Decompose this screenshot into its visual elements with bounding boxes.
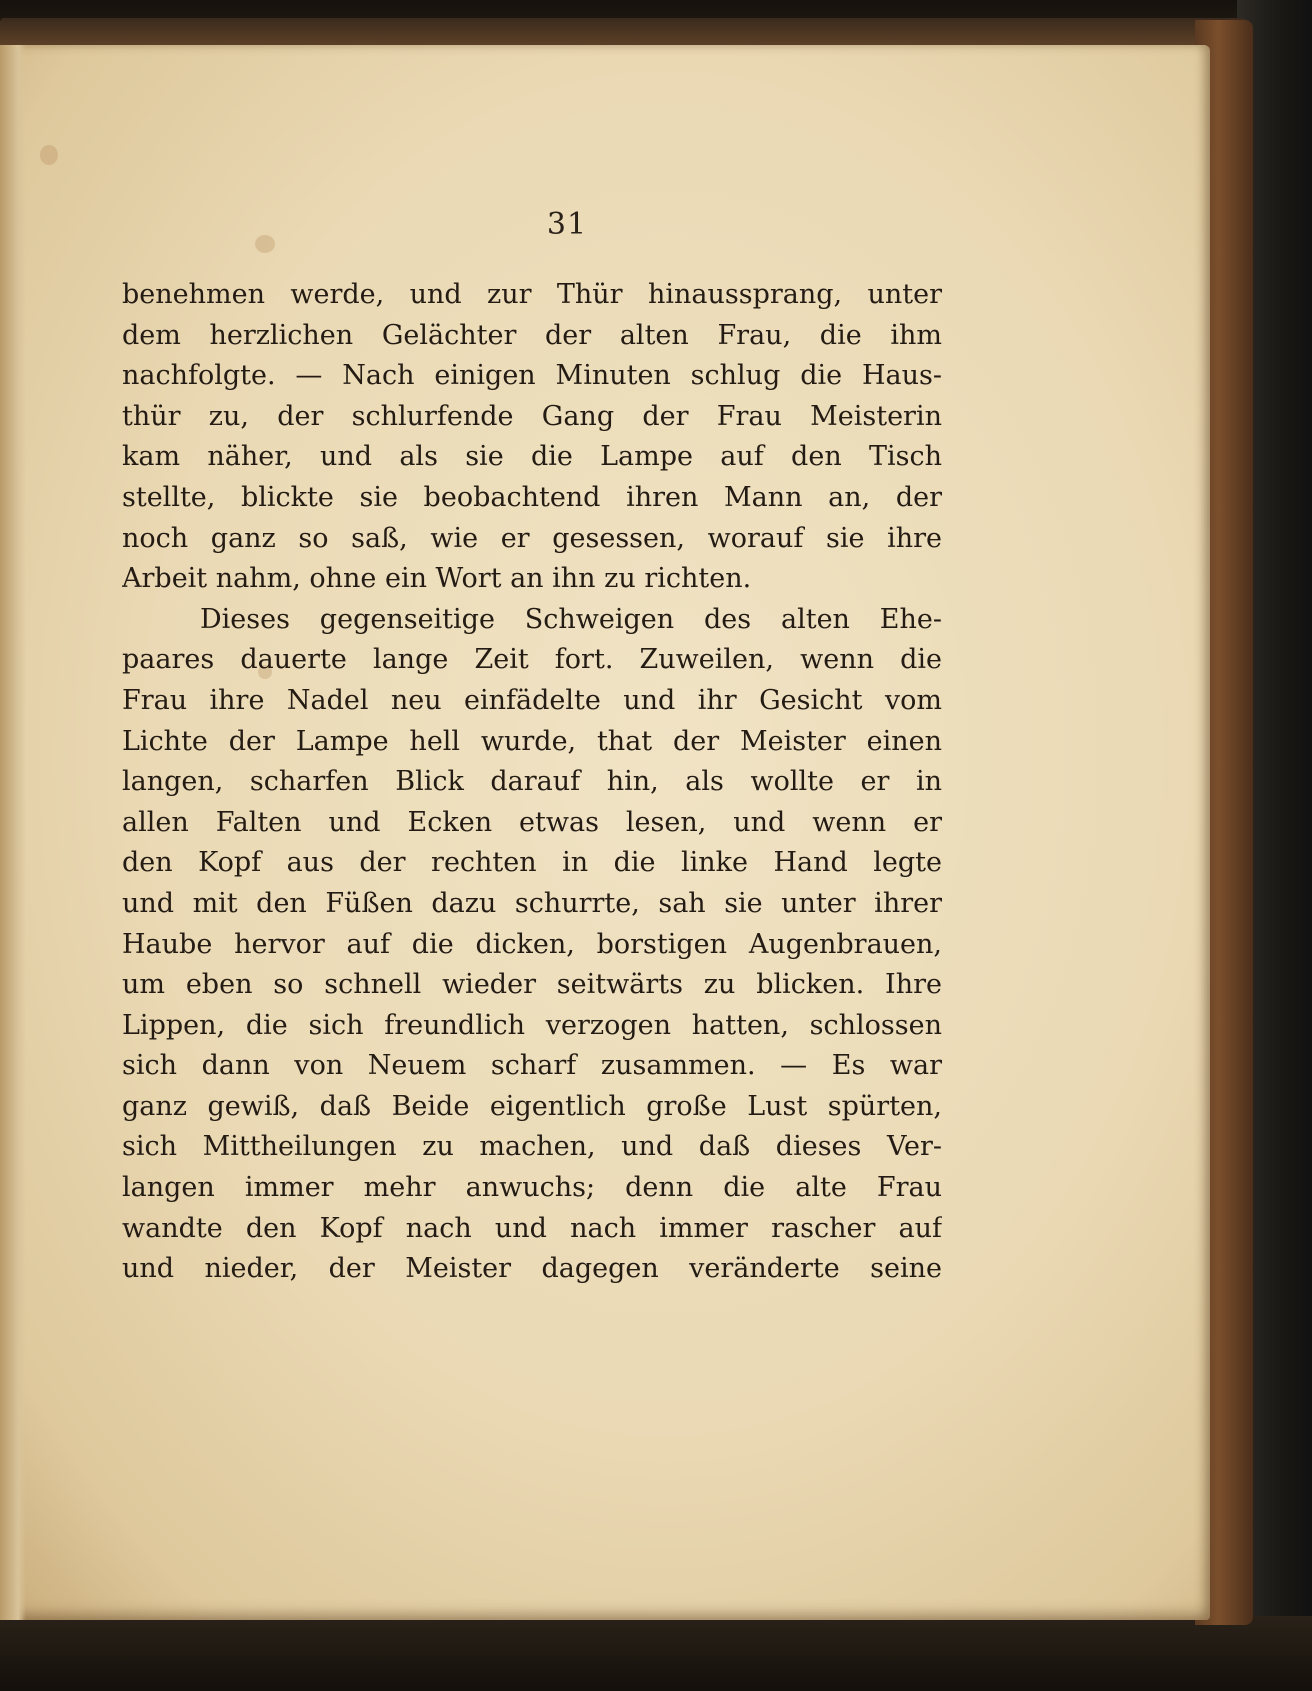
text-line: sich dann von Neuem scharf zusammen. — Es war xyxy=(122,1050,942,1082)
text-line: Arbeit nahm, ohne ein Wort an ihn zu richten. xyxy=(122,563,752,595)
text-line: Lippen, die sich freundlich verzogen hatten, schlossen xyxy=(122,1009,942,1041)
text-line: Dieses gegenseitige Schweigen des alten Ehe- xyxy=(200,603,942,635)
text-line: allen Falten und Ecken etwas lesen, und wenn er xyxy=(122,806,942,838)
text-line: langen immer mehr anwuchs; denn die alte Frau xyxy=(122,1172,942,1204)
text-line: thür zu, der schlurfende Gang der Frau Meisterin xyxy=(122,400,942,432)
text-line: kam näher, und als sie die Lampe auf den Tisch xyxy=(122,441,942,473)
body-text xyxy=(122,275,942,1290)
paper-stain xyxy=(40,145,58,165)
text-line: ganz gewiß, daß Beide eigentlich große Lust spürten, xyxy=(122,1090,942,1122)
text-line: Haube hervor auf die dicken, borstigen Augenbrauen, xyxy=(122,928,942,960)
text-line: nachfolgte. — Nach einigen Minuten schlug die Haus- xyxy=(122,360,942,392)
text-line: um eben so schnell wieder seitwärts zu blicken. Ihre xyxy=(122,969,942,1001)
text-line: den Kopf aus der rechten in die linke Hand legte xyxy=(122,847,942,879)
text-line: noch ganz so saß, wie er gesessen, worauf sie ihre xyxy=(122,522,942,554)
page-gutter xyxy=(0,45,26,1620)
text-line: paares dauerte lange Zeit fort. Zuweilen, wenn die xyxy=(122,644,942,676)
text-line: langen, scharfen Blick darauf hin, als wollte er in xyxy=(122,766,942,798)
text-line: dem herzlichen Gelächter der alten Frau, die ihm xyxy=(122,319,942,351)
text-line: und nieder, der Meister dagegen veränderte seine xyxy=(122,1253,942,1285)
page-number: 31 xyxy=(546,207,588,242)
text-line: wandte den Kopf nach und nach immer rascher auf xyxy=(122,1212,942,1244)
background-bottom xyxy=(0,1616,1312,1691)
text-line: Frau ihre Nadel neu einfädelte und ihr Gesicht vom xyxy=(122,684,942,716)
text-line: sich Mittheilungen zu machen, und daß dieses Ver- xyxy=(122,1131,942,1163)
text-line: stellte, blickte sie beobachtend ihren Mann an, der xyxy=(122,481,942,513)
text-line: und mit den Füßen dazu schurrte, sah sie unter ihrer xyxy=(122,887,942,919)
text-line: Lichte der Lampe hell wurde, that der Meister einen xyxy=(122,725,942,757)
text-line: benehmen werde, und zur Thür hinaussprang, unter xyxy=(122,279,942,310)
